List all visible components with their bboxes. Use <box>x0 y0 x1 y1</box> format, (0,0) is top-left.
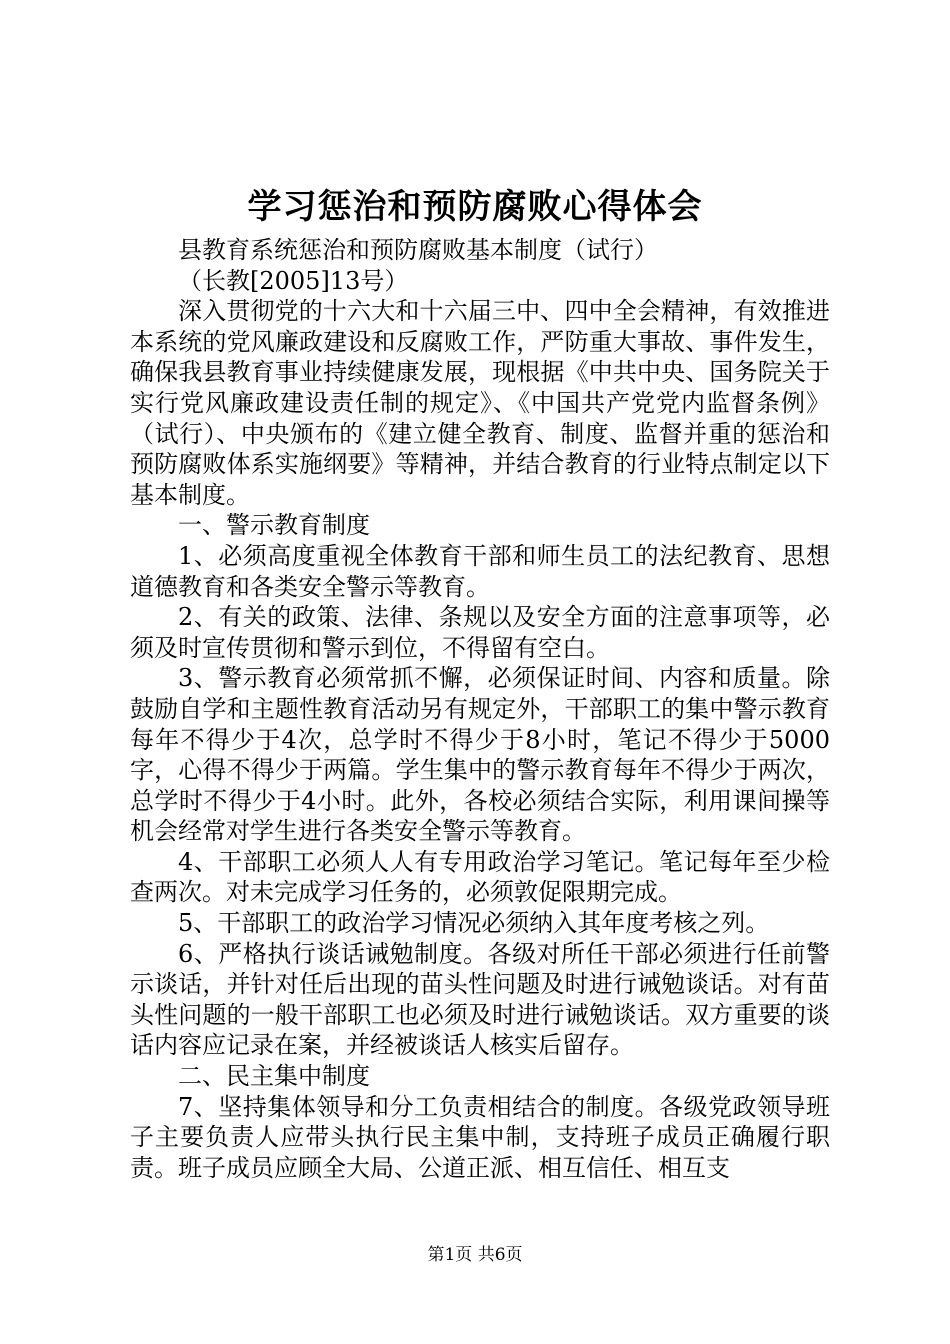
document-title: 学习惩治和预防腐败心得体会 <box>247 187 703 227</box>
section-heading: 一、警示教育制度 <box>178 511 370 540</box>
body-paragraph: 4、干部职工必须人人有专用政治学习笔记。笔记每年至少检查两次。对未完成学习任务的，必须敦促限期完成。 <box>130 847 830 907</box>
section-heading: 二、民主集中制度 <box>178 1062 370 1091</box>
body-paragraph: 5、干部职工的政治学习情况必须纳入其年度考核之列。 <box>178 909 770 938</box>
body-paragraph: 3、警示教育必须常抓不懈，必须保证时间、内容和质量。除鼓励自学和主题性教育活动另有规定外，干部职工的集中警示教育每年不得少于4次，总学时不得少于8小时，笔记不得少于5000字，心得不得少于两篇。学生集中的警示教育每年不得少于两次，总学时不得少于4小时。此外，各校必须结合实际，利用课间操等机会经常对学生进行各类安全警示等教育。 <box>130 664 830 846</box>
subtitle-paragraph: 县教育系统惩治和预防腐败基本制度（试行） <box>178 236 658 264</box>
body-paragraph: 2、有关的政策、法律、条规以及安全方面的注意事项等，必须及时宣传贯彻和警示到位，不得留有空白。 <box>130 603 830 662</box>
body-paragraph: 6、严格执行谈话诫勉制度。各级对所任干部必须进行任前警示谈话，并针对任后出现的苗头性问题及时进行诫勉谈话。对有苗头性问题的一般干部职工也必须及时进行诫勉谈话。双方重要的谈话内容应记录在案，并经被谈话人核实后留存。 <box>130 939 830 1060</box>
page-footer: 第1页 共6页 <box>427 1245 523 1265</box>
document-number-paragraph: （长教[2005]13号） <box>178 266 409 295</box>
document-body <box>130 235 830 1183</box>
body-paragraph: 深入贯彻党的十六大和十六届三中、四中全会精神，有效推进本系统的党风廉政建设和反腐败工作，严防重大事故、事件发生，确保我县教育事业持续健康发展，现根据《中共中央、国务院关于实行党风廉政建设责任制的规定》、《中国共产党党内监督条例》（试行）、中央颁布的《建立健全教育、制度、监督并重的惩治和预防腐败体系实施纲要》等精神，并结合教育的行业特点制定以下基本制度。 <box>130 297 830 509</box>
body-paragraph: 7、坚持集体领导和分工负责相结合的制度。各级党政领导班子主要负责人应带头执行民主集中制，支持班子成员正确履行职责。班子成员应顾全大局、公道正派、相互信任、相互支 <box>130 1092 830 1182</box>
body-paragraph: 1、必须高度重视全体教育干部和师生员工的法纪教育、思想道德教育和各类安全警示等教育。 <box>130 541 830 601</box>
